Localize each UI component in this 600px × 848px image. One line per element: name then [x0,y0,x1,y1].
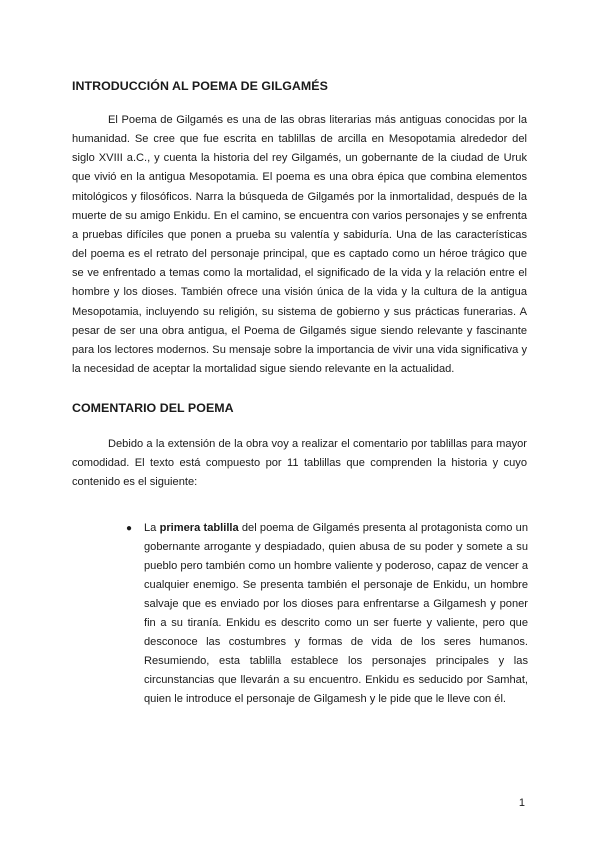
bullet-icon: ● [126,523,133,534]
commentary-paragraph: Debido a la extensión de la obra voy a realizar el comentario por tablillas para mayor comodidad. El texto está compuesto por 11 tablillas que comprenden la historia y cuyo contenido es el siguiente: [72,438,527,489]
page-number: 1 [518,797,525,809]
list-item-prefix: La [144,522,160,534]
list-item-text [144,522,528,705]
section-heading-commentary: COMENTARIO DEL POEMA [72,401,234,415]
list-item [126,519,528,709]
tablet-list [126,519,528,709]
introduction-paragraph: El Poema de Gilgamés es una de las obras literarias más antiguas conocidas por la humanidad. Se cree que fue escrita en tablillas de arcilla en Mesopotamia alrededor del siglo XVIII a.C., y cuenta la historia del rey Gilgamés, un gobernante de la ciudad de Uruk que vivió en la antigua Mesopotamia. El poema es una obra épica que combina elementos mitológicos y filosóficos. Narra la búsqueda de Gilgamés por la inmortalidad, después de la muerte de su amigo Enkidu. En el camino, se encuentra con varios personajes y se enfrenta a pruebas difíciles que ponen a prueba su valentía y sabiduría. Una de las características del poema es el retrato del personaje principal, que es captado como un héroe trágico que se ve enfrentado a temas como la mortalidad, el significado de la vida y la relación entre el hombre y los dioses. También ofrece una visión única de la vida y la cultura de la antigua Mesopotamia, incluyendo su religión, su sistema de gobierno y sus prácticas funerarias. A pesar de ser una obra antigua, el Poema de Gilgamés sigue siendo relevante y fascinante para los lectores modernos. Su mensaje sobre la importancia de vivir una vida significativa y la necesidad de aceptar la mortalidad sigue siendo relevante en la actualidad. [72,114,527,376]
list-item-body: del poema de Gilgamés presenta al protagonista como un gobernante arrogante y despiadado, quien abusa de su poder y somete a su pueblo pero también como un hombre valiente y poderoso, capaz de vencer a cualquier enemigo. Se presenta también el personaje de Enkidu, un hombre salvaje que es enviado por los dioses para enfrentarse a Gilgamesh y poner fin a su tiranía. Enkidu es descrito como un ser fuerte y valiente, pero que desconoce las costumbres y formas de vida de los seres humanos. Resumiendo, esta tablilla establece los personajes principales y las circunstancias que llevarán a su encuentro. Enkidu es seducido por Samhat, quien le introduce el personaje de Gilgamesh y le pide que le lleve con él. [144,522,529,706]
list-item-bold-term: primera tablilla [159,522,239,534]
section-heading-introduction: INTRODUCCIÓN AL POEMA DE GILGAMÉS [72,79,328,93]
